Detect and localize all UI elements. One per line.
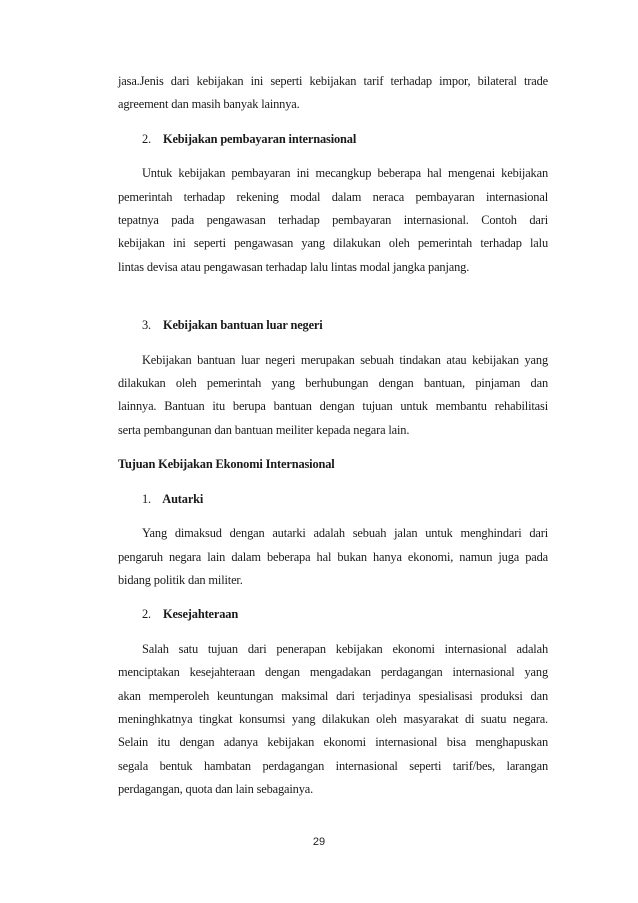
subheading-number: 3. — [142, 318, 151, 333]
subheading-number: 2. — [142, 131, 151, 146]
text-line: Selain itu dengan adanya kebijakan ekonomi internasional bisa menghapuskan — [118, 735, 548, 750]
subheading-title: Kesejahteraan — [162, 607, 239, 622]
text-line: pemerintah terhadap rekening modal dalam neraca pembayaran internasional — [118, 189, 548, 204]
text-line: serta pembangunan dan bantuan meiliter kepada negara lain. — [118, 422, 410, 437]
text-line: segala bentuk hambatan perdagangan internasional seperti tarif/bes, larangan — [118, 758, 548, 773]
text-line: lainnya. Bantuan itu berupa bantuan dengan tujuan untuk membantu rehabilitasi — [118, 399, 548, 414]
paragraph-continuation — [118, 70, 548, 117]
text-line: dilakukan oleh pemerintah yang berhubungan dengan bantuan, pinjaman dan — [118, 376, 548, 391]
paragraph-autarki — [118, 522, 548, 592]
text-line: kebijakan ini seperti pengawasan yang dilakukan oleh pemerintah terhadap lalu — [118, 236, 548, 251]
paragraph-kesejahteraan — [118, 638, 548, 802]
subheading-kesejahteraan — [118, 603, 548, 626]
text-line: perdagangan, quota dan lain sebagainya. — [118, 782, 314, 797]
text-line: Untuk kebijakan pembayaran ini mecangkup beberapa hal mengenai kebijakan — [142, 166, 548, 181]
section-heading: Tujuan Kebijakan Ekonomi Internasional — [118, 457, 335, 472]
page-number: 29 — [312, 836, 326, 848]
text-line: lintas devisa atau pengawasan terhadap lalu lintas modal jangka panjang. — [118, 259, 470, 274]
text-line: bidang politik dan militer. — [118, 572, 243, 587]
text-line: jasa.Jenis dari kebijakan ini seperti kebijakan tarif terhadap impor, bilateral trade — [118, 74, 548, 88]
paragraph-bantuan — [118, 349, 548, 443]
text-line: Yang dimaksud dengan autarki adalah sebuah jalan untuk menghindari dari — [142, 526, 548, 541]
subheading-number: 1. — [142, 491, 151, 506]
subheading-title: Autarki — [162, 491, 204, 506]
text-line: tepatnya pada pengawasan terhadap pembayaran internasional. Contoh dari — [118, 213, 548, 228]
text-line: pengaruh negara lain dalam beberapa hal bukan hanya ekonomi, namun juga pada — [118, 549, 548, 564]
text-line: akan memperoleh keuntungan maksimal dari terjadinya spesialisasi produksi dan — [118, 688, 548, 703]
subheading-bantuan-luar-negeri — [118, 314, 548, 337]
subheading-kebijakan-pembayaran — [118, 128, 548, 151]
text-line: menciptakan kesejahteraan dengan mengadakan perdagangan internasional yang — [118, 665, 548, 680]
text-line: agreement dan masih banyak lainnya. — [118, 97, 300, 112]
subheading-title: Kebijakan bantuan luar negeri — [162, 318, 323, 333]
subheading-title: Kebijakan pembayaran internasional — [162, 131, 357, 146]
page-content — [118, 70, 548, 802]
text-line: Kebijakan bantuan luar negeri merupakan sebuah tindakan atau kebijakan yang — [142, 352, 548, 367]
subheading-number: 2. — [142, 607, 151, 622]
paragraph-pembayaran — [118, 162, 548, 279]
text-line: Salah satu tujuan dari penerapan kebijakan ekonomi internasional adalah — [142, 641, 548, 656]
subheading-autarki — [118, 488, 548, 511]
text-line: meninghkatnya tingkat konsumsi yang dilakukan oleh masyarakat di suatu negara. — [118, 711, 548, 726]
